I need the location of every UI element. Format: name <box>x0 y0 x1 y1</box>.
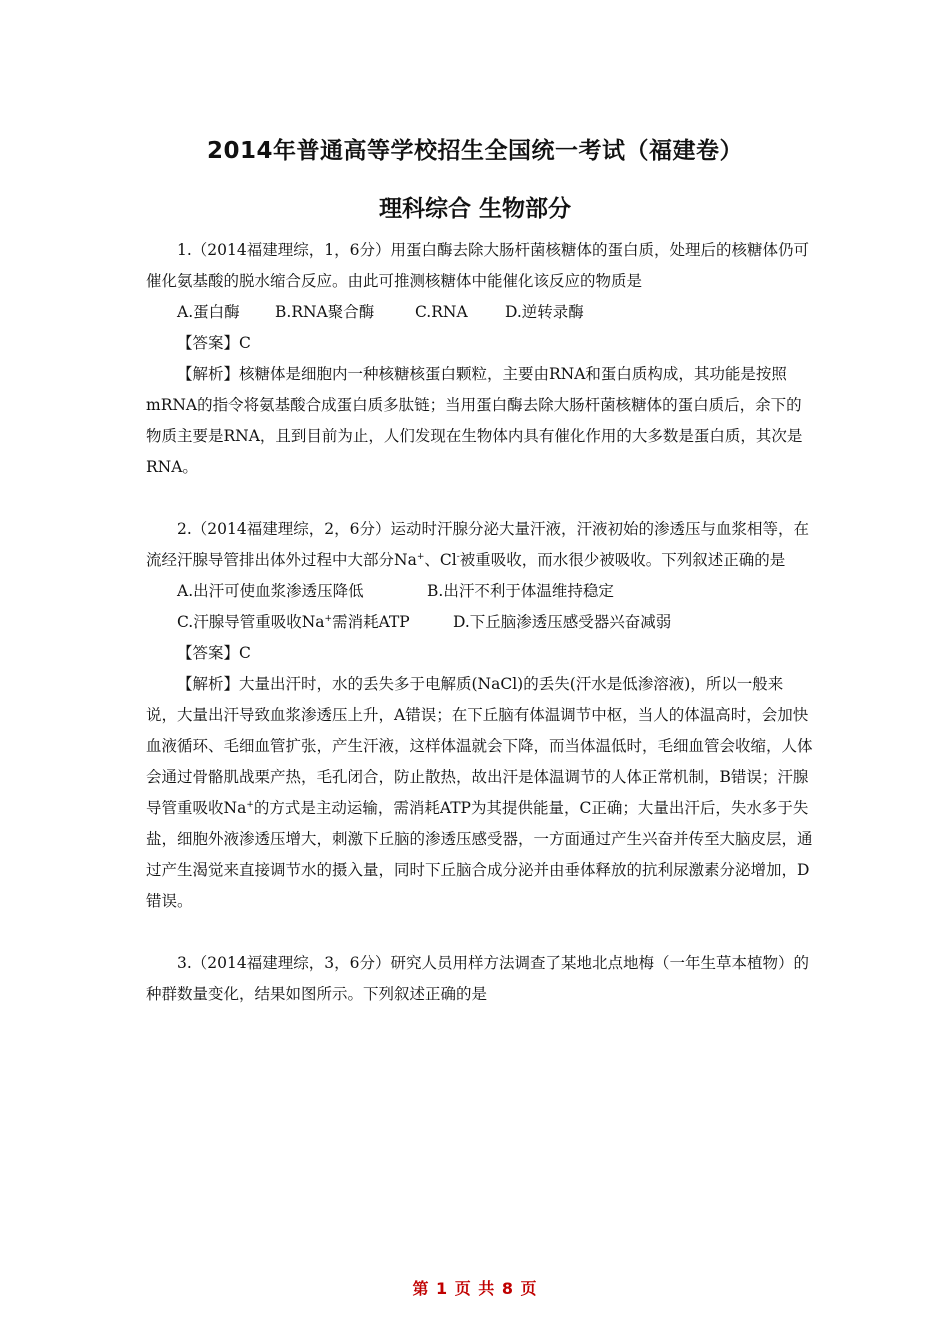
q2-stem-text-3: 被重吸收，而水很少被吸收。下列叙述正确的是 <box>459 551 786 569</box>
exam-subtitle: 理科综合 生物部分 <box>378 196 571 222</box>
q2-option-c-text-2: 需消耗ATP <box>332 613 410 631</box>
q1-option-c: C.RNA <box>415 303 468 321</box>
document-body <box>146 235 814 1010</box>
question-2-answer: 【答案】C <box>177 644 251 662</box>
q1-option-b: B.RNA聚合酶 <box>275 303 375 321</box>
question-1-stem: 1.（2014福建理综，1，6分）用蛋白酶去除大肠杆菌核糖体的蛋白质，处理后的核糖体仍可催化氨基酸的脱水缩合反应。由此可推测核糖体中能催化该反应的物质是 <box>146 241 809 290</box>
q2-analysis-text-1: 【解析】大量出汗时，水的丢失多于电解质(NaCl)的丢失(汗水是低渗溶液)，所以一般来说，大量出汗导致血浆渗透压上升，A错误；在下丘脑有体温调节中枢，当人的体温高时，会加快血液循环、毛细血管扩张，产生汗液，这样体温就会下降，而当体温低时，毛细血管会收缩，人体会通过骨骼肌战栗产热，毛孔闭合，防止散热，故出汗是体温调节的人体正常机制，B错误；汗腺导管重吸收Na <box>146 675 813 817</box>
q2-option-c <box>177 607 453 638</box>
q2-analysis-sup: + <box>246 800 254 810</box>
q1-option-a: A.蛋白酶 <box>177 303 240 321</box>
question-1-options <box>146 297 814 328</box>
exam-title: 2014年普通高等学校招生全国统一考试（福建卷） <box>206 138 743 164</box>
q2-stem-sup-1: + <box>416 552 425 562</box>
question-2-stem <box>146 514 814 576</box>
question-1-answer: 【答案】C <box>177 334 251 352</box>
q1-option-d: D.逆转录酶 <box>505 303 584 321</box>
q2-option-c-text-1: C.汗腺导管重吸收Na <box>177 613 325 631</box>
q2-option-c-sup: + <box>324 614 333 624</box>
question-2-analysis <box>146 669 814 917</box>
q2-option-b: B.出汗不利于体温维持稳定 <box>427 582 614 600</box>
question-1-analysis: 【解析】核糖体是细胞内一种核糖核蛋白颗粒，主要由RNA和蛋白质构成，其功能是按照mRNA的指令将氨基酸合成蛋白质多肽链；当用蛋白酶去除大肠杆菌核糖体的蛋白质后，余下的物质主要是RNA，且到目前为止，人们发现在生物体内具有催化作用的大多数是蛋白质，其次是RNA。 <box>146 365 803 476</box>
question-3-stem: 3.（2014福建理综，3，6分）研究人员用样方法调查了某地北点地梅（一年生草本植物）的种群数量变化，结果如图所示。下列叙述正确的是 <box>146 954 809 1003</box>
question-2-options-row-2 <box>146 607 814 638</box>
page-footer: 第 1 页 共 8 页 <box>412 1279 538 1298</box>
q2-option-d: D.下丘脑渗透压感受器兴奋减弱 <box>453 613 672 631</box>
q2-stem-text-2: 、Cl <box>424 551 457 569</box>
question-2-options-row-1 <box>146 576 814 607</box>
q2-analysis-text-2: 的方式是主动运输，需消耗ATP为其提供能量，C正确；大量出汗后，失水多于失盐，细胞外液渗透压增大，刺激下丘脑的渗透压感受器，一方面通过产生兴奋并传至大脑皮层，通过产生渴觉来直接调节水的摄入量，同时下丘脑合成分泌并由垂体释放的抗利尿激素分泌增加，D错误。 <box>146 799 813 910</box>
spacer <box>146 917 814 948</box>
spacer <box>146 483 814 514</box>
q2-option-a: A.出汗可使血浆渗透压降低 <box>177 582 364 600</box>
q2-stem-text-1: 2.（2014福建理综，2，6分）运动时汗腺分泌大量汗液，汗液初始的渗透压与血浆相等，在流经汗腺导管排出体外过程中大部分Na <box>146 520 809 569</box>
q2-stem-sup-2: - <box>456 552 460 562</box>
